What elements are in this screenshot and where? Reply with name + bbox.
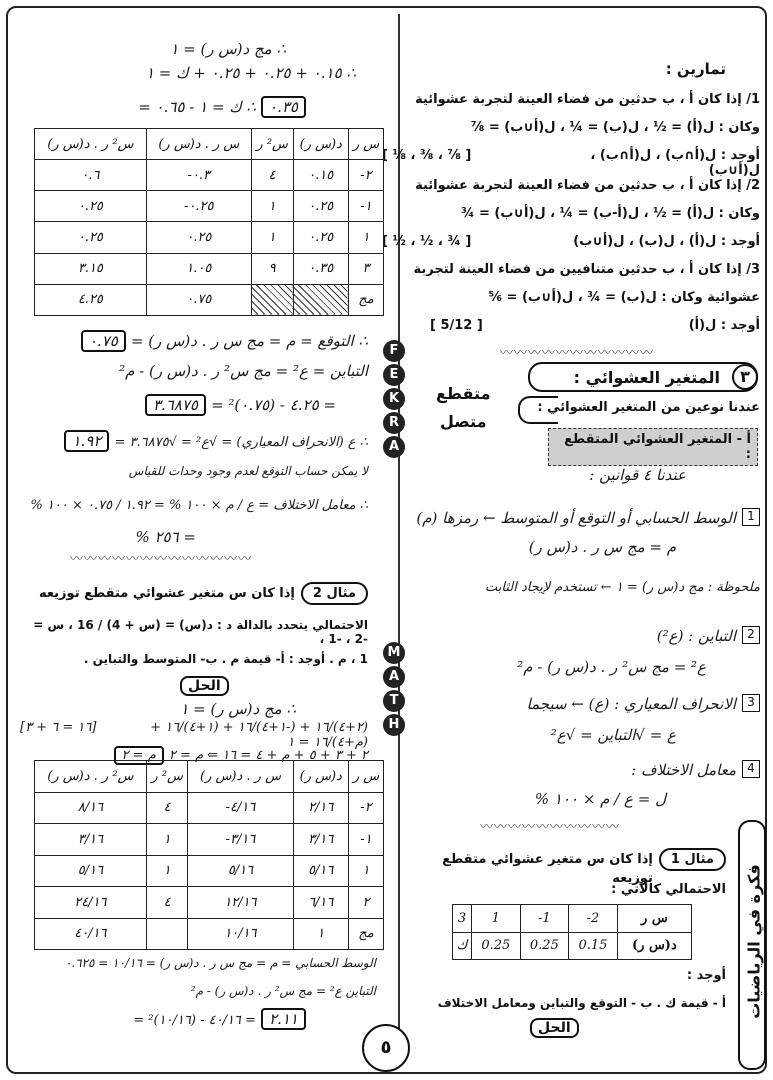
table-header-row [35,129,384,160]
units-note: لا يمكن حساب التوقع لعدم وجود وحدات للقياس [128,464,368,478]
table-cell: ٠.٣٥ [293,253,348,284]
variance-2-line-2 [133,1008,306,1030]
example-2-label: مثال [326,586,356,601]
table-cell: ٣/١٦ [293,824,348,856]
table-row [35,887,384,919]
law-1 [410,508,760,527]
law-2-marker: 2 [742,626,760,644]
table-cell: ٦/١٦ [293,887,348,919]
table-cell: ٠.٢٥ [293,191,348,222]
table-cell: 3 [453,905,472,933]
table-cell: -٢ [348,160,383,191]
table-cell: ٥/١٦ [188,855,293,887]
table-cell: ٢/١٦ [293,792,348,824]
table-cell: ١ [348,855,383,887]
table-cell: ٣.١٥ [35,253,147,284]
table-cell [146,918,188,950]
watermark-gap [383,512,405,536]
table-header-cell: د(س ر) [617,932,691,960]
table-cell: ٨/١٦ [35,792,147,824]
exercise-1-line-1: 1/ إذا كان أ ، ب حدثين من فضاء العينة لتجربة عشوائية [415,92,760,107]
brand-text: فكرة في الرياضيات [744,864,764,1019]
table-row [35,792,384,824]
table-row [35,855,384,887]
table-header-cell: س ر [617,905,691,933]
table-cell: ١ [146,855,188,887]
variance-box: ٣.٦٨٧٥ [145,394,206,416]
table-cell: -1 [520,905,569,933]
table-cell: ٠.١٥ [293,160,348,191]
watermark-gap [383,460,405,484]
table-cell: ١ [251,191,293,222]
find-label: أوجد : [686,968,726,983]
sd-box: ١.٩٢ [64,430,109,452]
table-cell: -١ [348,824,383,856]
solution-line-2: ∴ ٠.١٥ + ٠.٢٥ + ٠.٢٥ + ك = ١ [145,64,356,82]
law-1-formula: م = مج س ر . د(س ر) [528,538,676,556]
table-header-cell: س ر [348,761,383,793]
exercise-3-line-3: أوجد : ل(أ) [688,318,760,333]
table-cell: ٤ [146,887,188,919]
brand-tab [738,820,766,1070]
watermark-letter: E [383,364,405,386]
table-cell: 0.25 [472,932,521,960]
table-cell: -١ [348,191,383,222]
table-cell: ٣ [348,253,383,284]
law-3 [440,694,760,713]
table-row [453,932,692,960]
table-cell: -2 [569,905,618,933]
table-cell: 0.15 [569,932,618,960]
table-cell: ٠.٧٥ [146,284,251,315]
table-cell: ٤ [146,792,188,824]
exercises-title: تمارين : [665,60,726,78]
table-row [453,905,692,933]
left-column [10,0,401,1080]
watermark-gap [383,486,405,510]
sd-text: ∴ ع (الانحراف المعياري) = √ع² = √٣.٦٨٧٥ = [114,435,368,450]
table-cell: -٠.٣ [146,160,251,191]
table-cell: ١٢/١٦ [188,887,293,919]
table-cell: مج [348,918,383,950]
example-1-text-2: الاحتمالي كالآتي : [611,882,726,897]
table-cell: 0.25 [520,932,569,960]
m-value-box: م = ٢ [114,746,164,765]
table-header-cell: د(س ر) [293,129,348,160]
table-cell: ١ [251,222,293,253]
example-2-text-3: 1 ، م . أوجد : أ- قيمة م . ب- المتوسط والتباين . [83,652,368,666]
expectation-line [28,330,368,352]
watermark-gap [383,616,405,640]
table-cell: ١ [293,918,348,950]
example-1-label: مثال [684,852,714,867]
table-cell: ٠.٢٥ [146,222,251,253]
types-intro: عندنا نوعين من المتغير العشوائي : [537,400,760,415]
law-3-text: الانحراف المعياري : (ع) ← سيجما [526,695,736,713]
watermark-letter: A [383,436,405,458]
table-row [35,918,384,950]
cv-result: = ٢٥٦ % [135,528,196,546]
watermark-letter: H [383,714,405,736]
watermark-letter: M [383,642,405,664]
table-cell: -٢ [348,792,383,824]
table-cell: ٣/١٦ [35,824,147,856]
example-2-sol-3-text: ٢ + ٣ + ٥ + م + ٤ = ١٦ ⇐ م = ٢ [168,748,368,763]
exercise-3-answer: [ 5/12 ] [430,318,483,333]
table-cell: ٤٠/١٦ [35,918,147,950]
table-cell: ٠.٢٥ [293,222,348,253]
example-2-solution-table [34,760,384,950]
find-items: أ - قيمة ك . ب - التوقع والتباين ومعامل الاختلاف [437,996,726,1010]
types-bracket [518,396,558,424]
watermark-letter: F [383,340,405,362]
watermark-gap [383,564,405,588]
table-cell: ٩ [251,253,293,284]
law-2-text: التباين : (ع²) [656,627,736,645]
table-cell: ٠.٢٥ [35,191,147,222]
sd-line [28,430,368,452]
k-value-box: ٠.٣٥ [261,96,306,118]
table-row [35,222,384,253]
table-header-cell: س² ر . د(س ر) [35,129,147,160]
exercise-2-answer: [ ½ ، ½ ، ¾ ] [382,234,472,249]
table-cell: ١.٠٥ [146,253,251,284]
example-1-distribution-table [452,904,692,960]
law-3-formula: ع = √التباين = √ع² [550,726,676,744]
table-row [35,253,384,284]
law-4-text: معامل الاختلاف : [631,761,736,779]
table-cell: ٢ [348,887,383,919]
variance-line-1: التباين = ع² = مج س² ر . د(س ر) - م² [119,362,368,380]
table-cell: -٣/١٦ [188,824,293,856]
table-cell [293,284,348,315]
table-cell: ٥/١٦ [35,855,147,887]
exercise-3-line-1: 3/ إذا كان أ ، ب حدثين متنافيين من فضاء العينة لتجربة [413,262,760,277]
table-cell: ١٠/١٦ [188,918,293,950]
watermark-letter: R [383,412,405,434]
table-cell: ٤ [251,160,293,191]
table-cell: ٥/١٦ [293,855,348,887]
exercise-2-line-3: أوجد : ل(أ) ، ل(ب) ، ل(أ∪ب) [573,234,760,249]
example-2-text-2: الاحتمالي يتحدد بالدالة د : د(س) = (س + 4) / 16 ، س = -2 ، -1 ، [33,618,368,646]
page-number: ٥ [362,1024,410,1072]
constant-note: ملحوظة : مج د(س ر) = ١ ← تستخدم لإيجاد الثابت [484,580,760,595]
table-header-cell: س² ر [146,761,188,793]
example-2-text: إذا كان س متغير عشوائي متقطع توزيعه [38,586,295,601]
right-column [382,0,766,1080]
exercise-1-line-2: وكان : ل(أ) = ½ ، ل(ب) = ¼ ، ل(أ∪ب) = ⅞ [470,120,760,135]
table-cell: ١ [146,824,188,856]
variance-2-text: = ٤٠/١٦ - (١٠/١٦)² = [133,1013,256,1028]
exercise-2-line-2: وكان : ل(أ) = ½ ، ل(أ-ب) = ¼ ، ل(أ∪ب) = ¾ [461,206,760,221]
laws-intro: عندنا ٤ قوانين : [589,466,686,484]
type-discrete: متقطع [436,384,491,403]
law-1-text: الوسط الحسابي أو التوقع أو المتوسط ← رمزها (م) [416,509,736,527]
table-cell: ٢٤/١٦ [35,887,147,919]
expectation-box: ٠.٧٥ [81,330,126,352]
table-cell: ٠.٦ [35,160,147,191]
fekra-math-watermark [383,340,407,738]
table-cell [251,284,293,315]
watermark-letter: K [383,388,405,410]
table-cell: 1 [472,905,521,933]
discrete-heading: أ - المتغير العشوائي المتقطع : [548,428,758,466]
example-1-badge [659,848,726,871]
section-3-header [528,362,758,392]
watermark-gap [383,590,405,614]
solution-line-1: ∴ مج د(س ر) = ١ [170,40,286,58]
law-4 [460,760,760,779]
example-2-header [28,582,368,605]
variance-2-box: ٢.١١ [261,1008,306,1030]
solution-label: الحل [530,1018,579,1038]
section-3-title: المتغير العشوائي : [573,368,720,387]
law-1-marker: 1 [742,508,760,526]
watermark-letter: T [383,690,405,712]
variance-2-line: التباين ع² = مج س² ر . د(س ر) - م² [190,984,376,998]
example-2-sol-1: ∴ مج د(س ر) = ١ [180,700,296,718]
table-header-row [35,761,384,793]
table-header-cell: س² ر [251,129,293,160]
table-cell: ك [453,932,472,960]
example-1-text: إذا كان س متغير عشوائي متقطع توزيعه [442,852,653,886]
decorative-divider: 〰〰〰〰〰〰〰〰〰〰〰 [500,346,655,361]
table-header-cell: د(س ر) [293,761,348,793]
type-continuous: متصل [440,412,487,431]
expectation-text: ∴ التوقع = م = مج س ر . د(س ر) = [130,332,368,350]
exercise-3-line-2: عشوائية وكان : ل(ب) = ¾ ، ل(أ∪ب) = ⅚ [488,290,760,305]
decorative-divider-3: 〰〰〰〰〰〰〰〰〰〰〰〰〰 [70,552,253,567]
law-2-formula: ع² = مج س² ر . د(س ر) - م² [517,658,706,676]
cv-line: ∴ معامل الاختلاف = ع / م × ١٠٠ % = ١.٩٢ / ٠.٧٥ × ١٠٠ % [30,498,368,513]
table-header-cell: س² ر . د(س ر) [35,761,147,793]
law-4-marker: 4 [742,760,760,778]
table-cell: مج [348,284,383,315]
table-header-cell: س ر . د(س ر) [188,761,293,793]
variance-line-2 [145,394,336,416]
example-2-sol-2-side: [١٦ = ٦ + ٣] [20,720,97,735]
example-2-number: 2 [312,586,322,601]
table-row [35,824,384,856]
table-cell: ٤.٢٥ [35,284,147,315]
example-2-badge [301,582,368,605]
watermark-gap [383,538,405,562]
section-3-number: ٣ [732,364,758,390]
exercise-1-line-3: أوجد : ل(أ∩ب) ، ل(أ∩ب) ، ل(أ∪ب) [590,148,760,178]
solution-line-3 [138,96,306,118]
example-1-solution-table [34,128,384,316]
watermark-letter: A [383,666,405,688]
variance-text: = ٤.٢٥ - (٠.٧٥)² = [211,396,336,414]
exercise-1-answer: [ ⅛ ، ⅜ ، ⅞ ] [382,148,472,163]
law-2 [460,626,760,645]
example-1-number: 1 [670,852,680,867]
mean-line: الوسط الحسابي = م = مج س ر . د(س ر) = ١٠/١٦ = ٠.٦٢٥ [64,956,376,970]
decorative-divider-2: 〰〰〰〰〰〰〰〰〰〰 [480,820,621,835]
table-header-cell: س ر [348,129,383,160]
table-cell: -٠.٢٥ [146,191,251,222]
table-cell: ٠.٢٥ [35,222,147,253]
law-4-formula: ل = ع / م × ١٠٠ % [534,790,666,808]
exercise-2-line-1: 2/ إذا كان أ ، ب حدثين من فضاء العينة لتجربة عشوائية [415,178,760,193]
table-header-cell: س ر . د(س ر) [146,129,251,160]
table-row [35,160,384,191]
example-2-solution-label: الحل [180,676,229,696]
table-cell: -٤/١٦ [188,792,293,824]
table-row [35,191,384,222]
k-value-text: ∴ ك = ١ - ٠.٦٥ = [138,98,256,116]
table-row [35,284,384,315]
example-2-sol-2: (٢+٤)/١٦ + (-١+٤)/١٦ + (١+٤)/١٦ + (م+٤)/١٦ = ١ [150,720,368,750]
table-cell: ١ [348,222,383,253]
example-1-header [406,848,726,886]
law-3-marker: 3 [742,694,760,712]
